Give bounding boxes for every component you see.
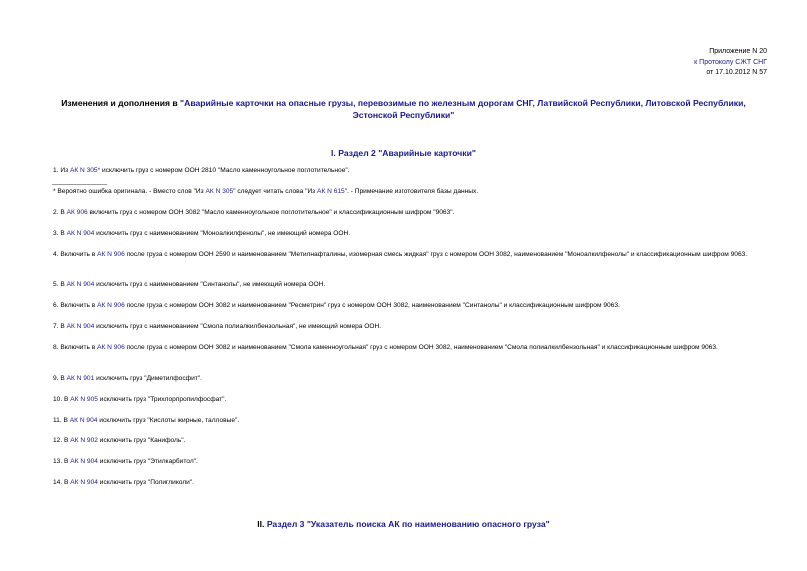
section-2-link[interactable]: Раздел 3 "Указатель поиска АК по наименованию опасного груза" (266, 519, 550, 529)
card-link[interactable]: АК N 305* (69, 167, 101, 174)
footnote-divider (52, 184, 107, 185)
item-prefix: 9. В (53, 375, 65, 382)
item-text: после груза с номером ООН 3082 и наименованием "Ресметрин" груз с номером ООН 3082, наименованием "Синтанолы" и классификационным шифром 9063. (126, 302, 620, 309)
list-item-14 (40, 478, 772, 489)
title-prefix: Изменения и дополнения в (61, 98, 178, 108)
item-text: исключить груз "Диметилфосфит". (96, 375, 202, 382)
section-2-heading (40, 519, 767, 529)
list-item-12 (40, 436, 772, 447)
appendix-reference (694, 47, 767, 79)
item-text: исключить груз "Полигликоли". (99, 479, 195, 486)
item-prefix: 3. В (53, 230, 65, 237)
card-link[interactable]: АК N 902 (70, 437, 98, 444)
footnote-text-3: ". - Примечание изготовителя базы данных. (344, 188, 479, 195)
item-text: исключить груз с номером ООН 2810 "Масло каменноугольное поглотительное". (102, 167, 350, 174)
card-link[interactable]: АК N 904 (66, 281, 95, 288)
footnote-link-2[interactable]: АК N 615 (317, 188, 345, 195)
item-prefix: 7. В (53, 323, 65, 330)
item-text: включить груз с номером ООН 3082 "Масло каменноугольное поглотительное" и классификационным шифром "9063". (89, 209, 455, 216)
item-prefix: 14. В (53, 479, 69, 486)
item-prefix: 4. Включить в (53, 251, 96, 258)
list-item-8 (40, 343, 772, 354)
item-text: после груза с номером ООН 3082 и наименованием "Смола каменноугольная" груз с номером ООН 3082, наименованием "Смола полиалкилбензольная" и классификационным шифром 9063. (126, 344, 718, 351)
list-item-7 (40, 322, 772, 333)
item-prefix: 11. В (53, 417, 68, 424)
item-prefix: 8. Включить в (53, 344, 96, 351)
card-link[interactable]: АК N 901 (66, 375, 95, 382)
protocol-date: от 17.10.2012 N 57 (706, 69, 767, 76)
item-prefix: 10. В (53, 396, 69, 403)
footnote (40, 187, 772, 198)
title-link[interactable]: "Аварийные карточки на опасные грузы, перевозимые по железным дорогам СНГ, Латвийской Республики, Литовской Республики, Эстонской Республики" (180, 98, 746, 120)
item-text: после груза с номером ООН 2590 и наименованием "Метилнафталины, изомерная смесь жидкая" груз с номером ООН 3082, наименованием "Моноалкилфенолы" и классификационным шифром 9063. (126, 251, 748, 258)
footnote-text-2: " следует читать слова "Из (233, 188, 316, 195)
item-text: исключить груз с наименованием "Моноалкилфенолы", не имеющий номера ООН. (96, 230, 351, 237)
list-item-3 (40, 229, 772, 240)
section-1-heading[interactable]: I. Раздел 2 "Аварийные карточки" (331, 148, 476, 158)
item-text: исключить груз "Этилкарбитол". (99, 458, 198, 465)
appendix-number: Приложение N 20 (709, 48, 767, 55)
item-prefix: 1. Из (53, 167, 69, 174)
protocol-link[interactable]: к Протоколу СЖТ СНГ (694, 58, 767, 66)
card-link[interactable]: АК 906 (66, 209, 88, 216)
card-link[interactable]: АК N 906 (97, 251, 125, 258)
card-link[interactable]: АК N 904 (70, 458, 98, 465)
item-text: исключить груз "Канифоль". (99, 437, 186, 444)
card-link[interactable]: АК N 906 (97, 344, 125, 351)
item-text: исключить груз "Трихлорпропилфосфат". (99, 396, 227, 403)
footnote-link-1[interactable]: АК N 305 (205, 188, 234, 195)
footnote-text-1: * Вероятно ошибка оригинала. - Вместо слов "Из (53, 188, 204, 195)
item-text: исключить груз с наименованием "Синтанолы", не имеющий номера ООН. (96, 281, 326, 288)
list-item-2 (40, 208, 772, 219)
list-item-11 (40, 416, 772, 427)
item-prefix: 13. В (53, 458, 69, 465)
list-item-9 (40, 374, 772, 385)
card-link[interactable]: АК N 905 (70, 396, 98, 403)
list-item-4 (40, 250, 772, 261)
document-title (40, 98, 767, 121)
item-text: исключить груз "Кислоты жирные, талловые". (99, 417, 240, 424)
list-item-13 (40, 457, 772, 468)
list-item-10 (40, 395, 772, 406)
card-link[interactable]: АК N 906 (97, 302, 125, 309)
item-prefix: 2. В (53, 209, 65, 216)
item-prefix: 6. Включить в (53, 302, 96, 309)
card-link[interactable]: АК N 904 (66, 323, 95, 330)
item-text: исключить груз с наименованием "Смола полиалкилбензольная", не имеющий номера ООН. (96, 323, 382, 330)
item-prefix: 5. В (53, 281, 65, 288)
list-item-5 (40, 280, 772, 291)
section-2-number: II. (257, 519, 265, 529)
list-item-1 (40, 166, 772, 177)
card-link[interactable]: АК N 904 (69, 417, 98, 424)
list-item-6 (40, 301, 772, 312)
item-prefix: 12. В (53, 437, 69, 444)
card-link[interactable]: АК N 904 (70, 479, 98, 486)
card-link[interactable]: АК N 904 (66, 230, 95, 237)
